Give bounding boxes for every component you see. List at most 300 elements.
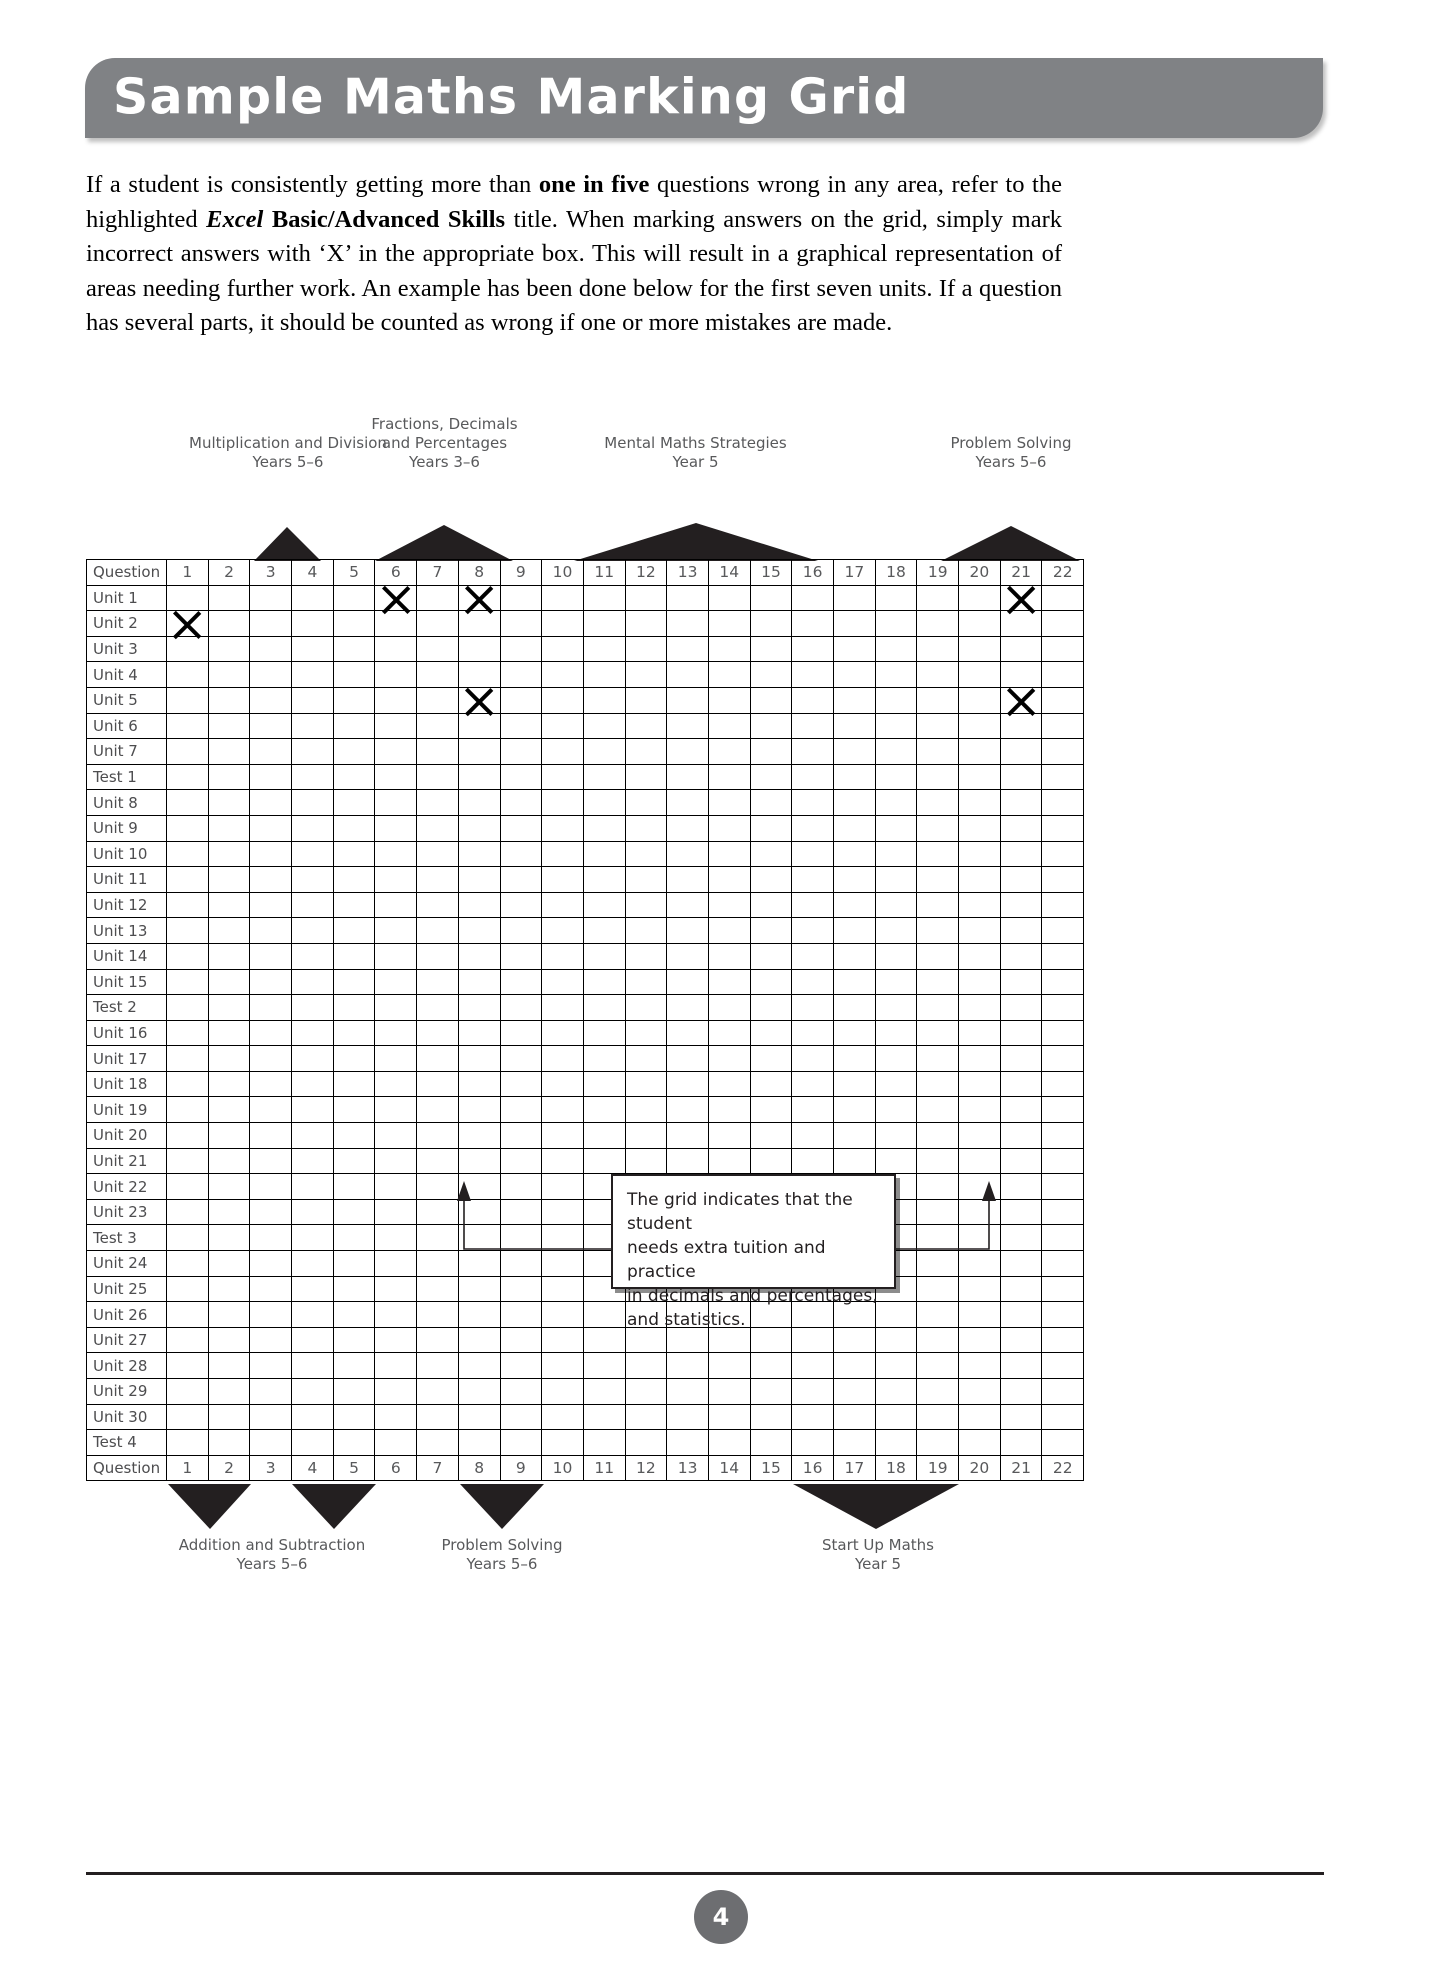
grid-cell[interactable] <box>708 739 750 765</box>
grid-cell[interactable] <box>458 1225 500 1251</box>
grid-cell[interactable] <box>1042 867 1084 893</box>
grid-cell[interactable] <box>542 611 584 637</box>
grid-cell[interactable] <box>500 1251 542 1277</box>
grid-cell[interactable] <box>250 892 292 918</box>
grid-cell[interactable] <box>375 1430 417 1456</box>
grid-cell[interactable] <box>792 636 834 662</box>
grid-cell[interactable] <box>959 1404 1001 1430</box>
grid-cell[interactable] <box>917 1071 959 1097</box>
grid-cell[interactable] <box>917 867 959 893</box>
grid-cell[interactable] <box>917 1148 959 1174</box>
grid-cell[interactable] <box>375 1251 417 1277</box>
grid-cell[interactable] <box>250 1123 292 1149</box>
grid-cell[interactable] <box>500 1327 542 1353</box>
grid-cell[interactable] <box>625 611 667 637</box>
grid-cell[interactable] <box>500 1046 542 1072</box>
grid-cell[interactable] <box>708 585 750 611</box>
grid-cell[interactable] <box>375 713 417 739</box>
grid-cell[interactable] <box>667 969 709 995</box>
grid-cell[interactable] <box>625 943 667 969</box>
grid-cell[interactable] <box>208 585 250 611</box>
grid-cell[interactable] <box>542 1430 584 1456</box>
grid-cell[interactable] <box>875 1404 917 1430</box>
grid-cell[interactable] <box>167 969 209 995</box>
grid-cell[interactable] <box>292 611 334 637</box>
grid-cell[interactable] <box>1042 1148 1084 1174</box>
grid-cell[interactable] <box>583 1123 625 1149</box>
grid-cell[interactable] <box>542 1327 584 1353</box>
grid-cell[interactable] <box>583 1353 625 1379</box>
grid-cell[interactable] <box>917 585 959 611</box>
grid-cell[interactable] <box>208 1327 250 1353</box>
grid-cell[interactable] <box>875 1123 917 1149</box>
grid-cell[interactable] <box>625 687 667 713</box>
grid-cell[interactable] <box>1042 943 1084 969</box>
grid-cell[interactable] <box>625 1123 667 1149</box>
grid-cell[interactable] <box>667 1020 709 1046</box>
grid-cell[interactable] <box>750 1020 792 1046</box>
grid-cell[interactable] <box>417 790 459 816</box>
grid-cell[interactable] <box>542 841 584 867</box>
grid-cell[interactable] <box>667 764 709 790</box>
grid-cell[interactable] <box>750 1097 792 1123</box>
grid-cell[interactable] <box>1000 636 1042 662</box>
grid-cell[interactable] <box>208 918 250 944</box>
grid-cell[interactable] <box>750 1123 792 1149</box>
grid-cell[interactable] <box>750 969 792 995</box>
grid-cell[interactable] <box>417 892 459 918</box>
grid-cell[interactable] <box>542 739 584 765</box>
grid-cell[interactable] <box>1000 1097 1042 1123</box>
grid-cell[interactable] <box>1000 1379 1042 1405</box>
grid-cell[interactable] <box>375 892 417 918</box>
grid-cell[interactable] <box>959 969 1001 995</box>
grid-cell[interactable] <box>167 892 209 918</box>
grid-cell[interactable] <box>875 995 917 1021</box>
grid-cell[interactable] <box>708 943 750 969</box>
grid-cell[interactable] <box>208 739 250 765</box>
grid-cell[interactable] <box>292 1276 334 1302</box>
grid-cell[interactable] <box>834 790 876 816</box>
grid-cell[interactable] <box>292 943 334 969</box>
grid-cell[interactable] <box>417 764 459 790</box>
grid-cell[interactable] <box>292 764 334 790</box>
grid-cell[interactable] <box>417 585 459 611</box>
grid-cell[interactable] <box>875 1097 917 1123</box>
grid-cell[interactable] <box>208 662 250 688</box>
grid-cell[interactable] <box>625 1020 667 1046</box>
grid-cell[interactable] <box>1042 1071 1084 1097</box>
grid-cell[interactable] <box>750 585 792 611</box>
grid-cell[interactable] <box>417 969 459 995</box>
grid-cell[interactable] <box>250 611 292 637</box>
grid-cell[interactable] <box>167 1174 209 1200</box>
grid-cell[interactable] <box>250 1430 292 1456</box>
grid-cell[interactable] <box>458 1251 500 1277</box>
grid-cell[interactable] <box>708 687 750 713</box>
grid-cell[interactable] <box>417 995 459 1021</box>
grid-cell[interactable] <box>750 687 792 713</box>
grid-cell[interactable] <box>542 1353 584 1379</box>
grid-cell[interactable] <box>708 713 750 739</box>
grid-cell[interactable] <box>333 764 375 790</box>
grid-cell[interactable] <box>625 867 667 893</box>
grid-cell[interactable] <box>167 918 209 944</box>
grid-cell[interactable] <box>1000 764 1042 790</box>
grid-cell[interactable] <box>250 1020 292 1046</box>
grid-cell[interactable] <box>875 815 917 841</box>
grid-cell[interactable] <box>875 1071 917 1097</box>
grid-cell[interactable] <box>917 918 959 944</box>
grid-cell[interactable] <box>1000 918 1042 944</box>
grid-cell[interactable] <box>375 1174 417 1200</box>
grid-cell[interactable] <box>959 662 1001 688</box>
grid-cell[interactable] <box>1042 892 1084 918</box>
grid-cell[interactable] <box>792 841 834 867</box>
grid-cell[interactable] <box>292 636 334 662</box>
grid-cell[interactable] <box>1042 636 1084 662</box>
grid-cell[interactable] <box>167 687 209 713</box>
grid-cell[interactable] <box>667 1123 709 1149</box>
grid-cell[interactable] <box>458 739 500 765</box>
grid-cell[interactable] <box>292 1174 334 1200</box>
grid-cell[interactable] <box>875 918 917 944</box>
grid-cell[interactable] <box>625 764 667 790</box>
grid-cell[interactable] <box>917 1302 959 1328</box>
grid-cell[interactable] <box>667 815 709 841</box>
grid-cell[interactable] <box>667 892 709 918</box>
grid-cell[interactable] <box>917 892 959 918</box>
grid-cell[interactable] <box>250 841 292 867</box>
grid-cell[interactable] <box>458 662 500 688</box>
grid-cell[interactable] <box>250 1071 292 1097</box>
grid-cell[interactable] <box>292 1353 334 1379</box>
grid-cell[interactable] <box>375 687 417 713</box>
grid-cell[interactable] <box>834 713 876 739</box>
grid-cell[interactable] <box>250 1174 292 1200</box>
grid-cell[interactable] <box>708 764 750 790</box>
grid-cell[interactable] <box>750 815 792 841</box>
grid-cell[interactable] <box>875 1353 917 1379</box>
grid-cell[interactable] <box>875 739 917 765</box>
grid-cell[interactable] <box>458 1302 500 1328</box>
grid-cell[interactable] <box>583 687 625 713</box>
grid-cell[interactable] <box>208 1020 250 1046</box>
grid-cell[interactable] <box>917 1174 959 1200</box>
grid-cell[interactable] <box>208 969 250 995</box>
grid-cell[interactable] <box>959 1327 1001 1353</box>
grid-cell[interactable] <box>1000 841 1042 867</box>
grid-cell[interactable] <box>542 636 584 662</box>
grid-cell[interactable] <box>458 892 500 918</box>
grid-cell[interactable] <box>458 1199 500 1225</box>
grid-cell[interactable] <box>1042 1276 1084 1302</box>
grid-cell[interactable] <box>292 1225 334 1251</box>
grid-cell[interactable] <box>583 585 625 611</box>
grid-cell[interactable] <box>1042 815 1084 841</box>
grid-cell[interactable] <box>292 1379 334 1405</box>
grid-cell[interactable] <box>417 943 459 969</box>
grid-cell[interactable] <box>500 1148 542 1174</box>
grid-cell[interactable] <box>917 1251 959 1277</box>
grid-cell[interactable] <box>750 1404 792 1430</box>
grid-cell[interactable] <box>458 867 500 893</box>
grid-cell[interactable] <box>250 662 292 688</box>
grid-cell[interactable] <box>333 1199 375 1225</box>
grid-cell[interactable] <box>208 1225 250 1251</box>
grid-cell[interactable] <box>250 1302 292 1328</box>
grid-cell[interactable] <box>917 969 959 995</box>
grid-cell[interactable] <box>500 1199 542 1225</box>
grid-cell[interactable] <box>208 1302 250 1328</box>
grid-cell[interactable] <box>750 1430 792 1456</box>
grid-cell[interactable] <box>417 815 459 841</box>
grid-cell[interactable] <box>583 1046 625 1072</box>
grid-cell[interactable] <box>375 1071 417 1097</box>
grid-cell[interactable] <box>167 739 209 765</box>
grid-cell[interactable] <box>1042 739 1084 765</box>
grid-cell[interactable] <box>250 1148 292 1174</box>
grid-cell[interactable] <box>959 764 1001 790</box>
grid-cell[interactable] <box>208 687 250 713</box>
grid-cell[interactable] <box>1042 1251 1084 1277</box>
grid-cell[interactable] <box>417 611 459 637</box>
grid-cell[interactable] <box>542 995 584 1021</box>
grid-cell[interactable] <box>750 739 792 765</box>
grid-cell[interactable] <box>875 790 917 816</box>
grid-cell[interactable] <box>834 687 876 713</box>
grid-cell[interactable] <box>375 1379 417 1405</box>
grid-cell[interactable] <box>959 1174 1001 1200</box>
grid-cell[interactable] <box>1000 1225 1042 1251</box>
grid-cell[interactable] <box>458 1071 500 1097</box>
grid-cell[interactable] <box>1042 790 1084 816</box>
grid-cell[interactable] <box>417 1404 459 1430</box>
grid-cell[interactable] <box>834 969 876 995</box>
grid-cell[interactable] <box>959 713 1001 739</box>
grid-cell[interactable] <box>375 764 417 790</box>
grid-cell[interactable] <box>959 1123 1001 1149</box>
grid-cell[interactable] <box>834 764 876 790</box>
grid-cell[interactable] <box>167 585 209 611</box>
grid-cell[interactable] <box>333 1327 375 1353</box>
grid-cell[interactable] <box>834 739 876 765</box>
grid-cell[interactable] <box>1000 611 1042 637</box>
grid-cell[interactable] <box>667 943 709 969</box>
grid-cell[interactable] <box>750 764 792 790</box>
grid-cell[interactable] <box>1000 1071 1042 1097</box>
grid-cell[interactable] <box>875 1020 917 1046</box>
grid-cell[interactable] <box>417 1302 459 1328</box>
grid-cell[interactable] <box>834 1379 876 1405</box>
grid-cell[interactable] <box>250 1097 292 1123</box>
grid-cell[interactable] <box>250 1225 292 1251</box>
grid-cell[interactable] <box>375 1199 417 1225</box>
grid-cell[interactable] <box>333 1276 375 1302</box>
grid-cell[interactable] <box>667 841 709 867</box>
grid-cell[interactable] <box>208 1276 250 1302</box>
grid-cell[interactable] <box>500 892 542 918</box>
grid-cell[interactable] <box>333 995 375 1021</box>
grid-cell[interactable] <box>708 1046 750 1072</box>
grid-cell[interactable] <box>208 1353 250 1379</box>
grid-cell[interactable] <box>375 1327 417 1353</box>
grid-cell[interactable] <box>333 892 375 918</box>
grid-cell[interactable] <box>917 841 959 867</box>
grid-cell[interactable] <box>917 1097 959 1123</box>
grid-cell[interactable] <box>959 995 1001 1021</box>
grid-cell[interactable] <box>834 1046 876 1072</box>
grid-cell[interactable] <box>333 841 375 867</box>
grid-cell[interactable] <box>250 585 292 611</box>
grid-cell[interactable] <box>500 687 542 713</box>
grid-cell[interactable] <box>250 1199 292 1225</box>
grid-cell[interactable] <box>375 943 417 969</box>
grid-cell[interactable] <box>542 943 584 969</box>
grid-cell[interactable] <box>959 1148 1001 1174</box>
grid-cell[interactable] <box>250 1353 292 1379</box>
grid-cell[interactable] <box>208 892 250 918</box>
grid-cell[interactable] <box>875 841 917 867</box>
grid-cell[interactable] <box>500 1404 542 1430</box>
grid-cell[interactable] <box>333 636 375 662</box>
grid-cell[interactable] <box>625 892 667 918</box>
grid-cell[interactable] <box>417 636 459 662</box>
grid-cell[interactable] <box>750 662 792 688</box>
grid-cell[interactable] <box>583 1071 625 1097</box>
grid-cell[interactable] <box>292 790 334 816</box>
grid-cell[interactable] <box>167 611 209 637</box>
grid-cell[interactable] <box>542 1199 584 1225</box>
grid-cell[interactable] <box>708 892 750 918</box>
grid-cell[interactable] <box>1042 1020 1084 1046</box>
grid-cell[interactable] <box>292 713 334 739</box>
grid-cell[interactable] <box>583 1097 625 1123</box>
grid-cell[interactable] <box>750 867 792 893</box>
grid-cell[interactable] <box>500 1174 542 1200</box>
grid-cell[interactable] <box>1042 1327 1084 1353</box>
grid-cell[interactable] <box>625 636 667 662</box>
grid-cell[interactable] <box>333 713 375 739</box>
grid-cell[interactable] <box>583 815 625 841</box>
grid-cell[interactable] <box>292 918 334 944</box>
grid-cell[interactable] <box>542 790 584 816</box>
grid-cell[interactable] <box>167 1148 209 1174</box>
grid-cell[interactable] <box>542 1046 584 1072</box>
grid-cell[interactable] <box>959 1199 1001 1225</box>
grid-cell[interactable] <box>750 611 792 637</box>
grid-cell[interactable] <box>583 662 625 688</box>
grid-cell[interactable] <box>292 1046 334 1072</box>
grid-cell[interactable] <box>250 764 292 790</box>
grid-cell[interactable] <box>625 1148 667 1174</box>
grid-cell[interactable] <box>292 892 334 918</box>
grid-cell[interactable] <box>667 636 709 662</box>
grid-cell[interactable] <box>458 1097 500 1123</box>
grid-cell[interactable] <box>1000 867 1042 893</box>
grid-cell[interactable] <box>208 611 250 637</box>
grid-cell[interactable] <box>834 611 876 637</box>
grid-cell[interactable] <box>708 1404 750 1430</box>
grid-cell[interactable] <box>959 867 1001 893</box>
grid-cell[interactable] <box>875 943 917 969</box>
grid-cell[interactable] <box>1000 1251 1042 1277</box>
grid-cell[interactable] <box>250 713 292 739</box>
grid-cell[interactable] <box>1000 1327 1042 1353</box>
grid-cell[interactable] <box>667 918 709 944</box>
grid-cell[interactable] <box>375 1046 417 1072</box>
grid-cell[interactable] <box>959 611 1001 637</box>
grid-cell[interactable] <box>417 1430 459 1456</box>
grid-cell[interactable] <box>542 1097 584 1123</box>
grid-cell[interactable] <box>708 841 750 867</box>
grid-cell[interactable] <box>542 1071 584 1097</box>
grid-cell[interactable] <box>167 943 209 969</box>
grid-cell[interactable] <box>792 1353 834 1379</box>
grid-cell[interactable] <box>708 611 750 637</box>
grid-cell[interactable] <box>792 764 834 790</box>
grid-cell[interactable] <box>417 1379 459 1405</box>
grid-cell[interactable] <box>167 1276 209 1302</box>
grid-cell[interactable] <box>1000 790 1042 816</box>
grid-cell[interactable] <box>792 1020 834 1046</box>
grid-cell[interactable] <box>458 918 500 944</box>
grid-cell[interactable] <box>458 1430 500 1456</box>
grid-cell[interactable] <box>625 995 667 1021</box>
grid-cell[interactable] <box>875 611 917 637</box>
grid-cell[interactable] <box>167 764 209 790</box>
grid-cell[interactable] <box>458 943 500 969</box>
grid-cell[interactable] <box>542 662 584 688</box>
grid-cell[interactable] <box>875 1046 917 1072</box>
grid-cell[interactable] <box>583 1430 625 1456</box>
grid-cell[interactable] <box>333 1097 375 1123</box>
grid-cell[interactable] <box>417 1046 459 1072</box>
grid-cell[interactable] <box>625 841 667 867</box>
grid-cell[interactable] <box>959 1251 1001 1277</box>
grid-cell[interactable] <box>750 1148 792 1174</box>
grid-cell[interactable] <box>167 841 209 867</box>
grid-cell[interactable] <box>1042 1174 1084 1200</box>
grid-cell[interactable] <box>375 969 417 995</box>
grid-cell[interactable] <box>167 867 209 893</box>
grid-cell[interactable] <box>834 585 876 611</box>
grid-cell[interactable] <box>250 1046 292 1072</box>
grid-cell[interactable] <box>500 841 542 867</box>
grid-cell[interactable] <box>959 687 1001 713</box>
grid-cell[interactable] <box>458 585 500 611</box>
grid-cell[interactable] <box>834 1123 876 1149</box>
marking-grid-table[interactable] <box>86 559 1084 1481</box>
grid-cell[interactable] <box>417 1148 459 1174</box>
grid-cell[interactable] <box>1042 585 1084 611</box>
grid-cell[interactable] <box>1042 687 1084 713</box>
grid-cell[interactable] <box>208 815 250 841</box>
grid-cell[interactable] <box>292 1097 334 1123</box>
grid-cell[interactable] <box>417 662 459 688</box>
grid-cell[interactable] <box>750 841 792 867</box>
grid-cell[interactable] <box>667 713 709 739</box>
grid-cell[interactable] <box>792 790 834 816</box>
grid-cell[interactable] <box>375 790 417 816</box>
grid-cell[interactable] <box>792 1123 834 1149</box>
grid-cell[interactable] <box>959 636 1001 662</box>
grid-cell[interactable] <box>250 739 292 765</box>
grid-cell[interactable] <box>1042 1123 1084 1149</box>
grid-cell[interactable] <box>959 1276 1001 1302</box>
grid-cell[interactable] <box>458 713 500 739</box>
grid-cell[interactable] <box>834 815 876 841</box>
